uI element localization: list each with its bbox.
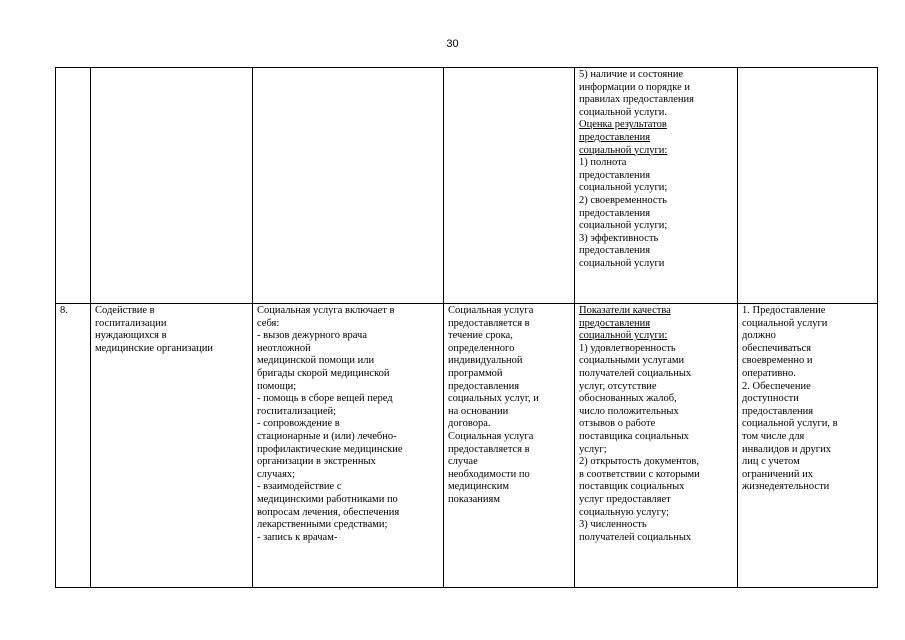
text-line: 3) эффективность bbox=[579, 232, 659, 244]
text-line: - вызов дежурного врача bbox=[257, 330, 367, 342]
text-line: оперативно. bbox=[742, 367, 796, 379]
text-line: лиц с учетом bbox=[742, 456, 800, 468]
text-line: помощи; bbox=[257, 380, 297, 392]
text-line: предоставления bbox=[579, 245, 651, 257]
cell-service-description bbox=[253, 304, 444, 588]
text-line: медицинской помощи или bbox=[257, 355, 375, 367]
text-line: - помощь в сборе вещей перед bbox=[257, 393, 393, 405]
text-line: - запись к врачам- bbox=[257, 531, 338, 543]
text-line: обеспечиваться bbox=[742, 342, 812, 354]
text-line: медицинским bbox=[448, 481, 510, 493]
text-line: случаях; bbox=[257, 468, 296, 480]
text-line: течение срока, bbox=[448, 330, 513, 342]
text-line: социальных услуг, и bbox=[448, 393, 539, 405]
text-line: программой bbox=[448, 367, 503, 379]
text-line: социальными услугами bbox=[579, 355, 685, 367]
text-line: необходимости по bbox=[448, 468, 530, 480]
text-line: неотложной bbox=[257, 342, 311, 354]
text-line: 1. Предоставление bbox=[742, 305, 826, 316]
table-row-service-8 bbox=[56, 304, 878, 588]
cell-service-name bbox=[91, 304, 253, 588]
text-line: показаниям bbox=[448, 493, 500, 505]
text-line: индивидуальной bbox=[448, 355, 523, 367]
text-line: поставщик социальных bbox=[579, 481, 685, 493]
text-line: на основании bbox=[448, 405, 509, 417]
text-line: социальной услуги; bbox=[579, 182, 668, 194]
text-line: случае bbox=[448, 456, 478, 468]
text-line: предоставления bbox=[579, 169, 651, 181]
text-line: Содействие в bbox=[95, 305, 155, 316]
text-line: Показатели качества bbox=[579, 305, 671, 316]
text-line: 2) открытость документов, bbox=[579, 456, 699, 468]
text-line: медицинскими работниками по bbox=[257, 493, 398, 505]
text-line: лекарственными средствами; bbox=[257, 519, 388, 531]
text-line: Оценка результатов bbox=[579, 119, 667, 131]
cell-service-conditions bbox=[738, 304, 878, 588]
text-line: число положительных bbox=[579, 405, 679, 417]
text-line: услуг, отсутствие bbox=[579, 380, 657, 392]
text-line: поставщика социальных bbox=[579, 430, 689, 442]
text-line: доступности bbox=[742, 393, 799, 405]
text-line: бригады скорой медицинской bbox=[257, 367, 390, 379]
text-line: 3) численность bbox=[579, 519, 647, 531]
text-line: социальную услугу; bbox=[579, 506, 670, 518]
text-line: получателей социальных bbox=[579, 367, 692, 379]
services-table bbox=[55, 67, 878, 588]
text-line: - сопровождение в bbox=[257, 418, 340, 430]
text-line: госпитализацией; bbox=[257, 405, 337, 417]
text-line: должно bbox=[742, 330, 776, 342]
text-line: Социальная услуга включает в bbox=[257, 305, 395, 316]
text-line: социальной услуги: bbox=[579, 330, 668, 342]
text-line: отзывов о работе bbox=[579, 418, 656, 430]
text-line: 5) наличие и состояние bbox=[579, 69, 684, 80]
text-line: предоставления bbox=[448, 380, 520, 392]
table-row-continued bbox=[56, 68, 878, 304]
text-line: предоставляется в bbox=[448, 443, 530, 455]
cell-description-empty bbox=[253, 68, 444, 304]
text-line: предоставления bbox=[579, 317, 651, 329]
text-line: услуг; bbox=[579, 443, 607, 455]
text-line: 1) полнота bbox=[579, 157, 627, 169]
cell-quality-indicators bbox=[575, 68, 738, 304]
text-line: информации о порядке и bbox=[579, 81, 691, 93]
text-line: обоснованных жалоб, bbox=[579, 393, 677, 405]
text-line: 2) своевременность bbox=[579, 194, 667, 206]
cell-number-empty bbox=[56, 68, 91, 304]
text-line: социальной услуги bbox=[742, 317, 828, 329]
text-line: профилактические медицинские bbox=[257, 443, 403, 455]
text-line: социальной услуги: bbox=[579, 144, 668, 156]
text-line: правилах предоставления bbox=[579, 94, 694, 106]
text-line: Социальная услуга bbox=[448, 305, 534, 316]
text-line: социальной услуги. bbox=[579, 106, 667, 118]
text-line: Социальная услуга bbox=[448, 430, 534, 442]
text-line: договора. bbox=[448, 418, 491, 430]
text-line: том числе для bbox=[742, 430, 805, 442]
cell-name-empty bbox=[91, 68, 253, 304]
text-line: организации в экстренных bbox=[257, 456, 376, 468]
text-line: предоставляется в bbox=[448, 317, 530, 329]
text-line: медицинские организации bbox=[95, 342, 214, 354]
text-line: социальной услуги, в bbox=[742, 418, 838, 430]
text-line: инвалидов и других bbox=[742, 443, 831, 455]
text-line: стационарные и (или) лечебно- bbox=[257, 430, 397, 442]
text-line: жизнедеятельности bbox=[742, 481, 830, 493]
cell-service-terms bbox=[444, 304, 575, 588]
text-line: услуг предоставляет bbox=[579, 493, 671, 505]
text-line: получателей социальных bbox=[579, 531, 692, 543]
text-line: предоставления bbox=[742, 405, 814, 417]
text-line: госпитализации bbox=[95, 317, 167, 329]
page-number: 30 bbox=[446, 38, 459, 50]
text-line: предоставления bbox=[579, 207, 651, 219]
text-line: определенного bbox=[448, 342, 515, 354]
text-line: вопросам лечения, обеспечения bbox=[257, 506, 400, 518]
text-line: социальной услуги bbox=[579, 257, 665, 269]
cell-terms-empty bbox=[444, 68, 575, 304]
cell-conditions-empty bbox=[738, 68, 878, 304]
text-line: нуждающихся в bbox=[95, 330, 167, 342]
text-line: своевременно и bbox=[742, 355, 813, 367]
cell-quality-indicators bbox=[575, 304, 738, 588]
text-line: в соответствии с которыми bbox=[579, 468, 700, 480]
text-line: социальной услуги; bbox=[579, 220, 668, 232]
text-line: предоставления bbox=[579, 131, 651, 143]
text-line: 2. Обеспечение bbox=[742, 380, 811, 392]
text-line: себя: bbox=[257, 317, 280, 329]
text-line: - взаимодействие с bbox=[257, 481, 342, 493]
text-line: ограничений их bbox=[742, 468, 813, 480]
text-line: 1) удовлетворенность bbox=[579, 342, 676, 354]
cell-service-number: 8. bbox=[56, 304, 91, 588]
